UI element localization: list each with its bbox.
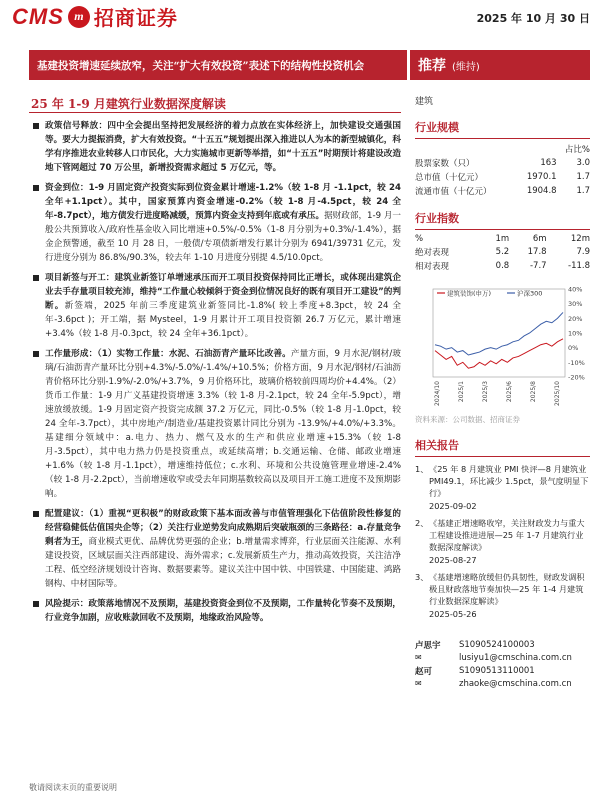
bullet-policy <box>29 119 401 175</box>
report-title: 基建投资增速延续放窄，关注“扩大有效投资”表述下的结构性投资机会 <box>29 50 407 80</box>
x-tick-label: 2024/10 <box>434 381 441 406</box>
y-tick-label: 0% <box>568 344 579 353</box>
analyst-row <box>415 651 590 664</box>
y-tick-label: -20% <box>568 373 585 382</box>
analyst-row <box>415 677 590 690</box>
rating-box <box>410 50 590 80</box>
cell: 6m <box>532 234 547 244</box>
cell: 股票家数（只） <box>415 159 475 169</box>
bullet-square-icon <box>33 185 39 191</box>
cell: 1904.8 <box>526 186 557 196</box>
cell: 相对表现 <box>415 262 450 272</box>
report-date: 2025-05-26 <box>429 609 477 619</box>
cell: 1970.1 <box>526 172 557 182</box>
analysts <box>415 638 590 690</box>
bullet-lead: 政策信号释放：四中全会提出坚持把发展经济的着力点放在实体经济上，加快建设交通强国等。要大力提振消费，扩大有效投资。“十五五”规划提出深入推进以人为本的新型城镇化，科学有序推进农业转移人口市民化，大力实施城市更新等举措，如“十五五”时期预计将建设改造地下管网超过 70 万公里，新增投资需求超过 5 万亿元，等。 <box>45 121 401 173</box>
bullet-funding <box>29 181 401 265</box>
chart-frame <box>433 289 565 377</box>
bullet-lead: 风险提示：政策落地情况不及预期，基建投资资金到位不及预期，工作量转化节奏不及预期，行业竞争加剧，应收账款回收不及预期，地缘政治风险等。 <box>45 599 401 623</box>
list-item[interactable] <box>415 463 590 512</box>
logo-badge-icon: m <box>68 6 90 28</box>
summary-body <box>29 112 401 772</box>
cell: 7.9 <box>576 247 590 257</box>
report-index: 3、 <box>415 572 429 582</box>
y-tick-label: 20% <box>568 314 583 323</box>
cell: -11.8 <box>568 261 590 271</box>
legend-label: 建筑装饰(申万) <box>447 289 492 298</box>
analyst-email[interactable]: lusiyu1@cmschina.com.cn <box>459 652 572 663</box>
analyst-id: S1090524100003 <box>459 639 535 650</box>
logo-cn: 招商证券 <box>93 6 178 30</box>
report-title-link[interactable]: 《25 年 8 月建筑业 PMI 快评—8 月建筑业 PMI49.1，环比减少 1.5pct，景气度明显下行》 <box>429 464 589 498</box>
cell: 1m <box>495 234 510 244</box>
analyst-email[interactable]: zhaoke@cmschina.com.cn <box>459 678 572 689</box>
bullet-rest: 产量方面，9 月水泥/钢材/玻璃/石油沥青产量环比分别+4.3%/-5.0%/-1.4%/+10.5%；价格方面，9 月水泥/钢材/石油沥青价格环比分别-1.9%/-2.0%/+3.7%，9 月价格环比，玻璃价格较前四周均价+4.4%。（2）货币工作量：1-9 月广义基建投资增速 3.3%（较 1-8 月-2.1pct，较 24 全年-5.9pct），增速放缓放缓。1-9 月固定资产投资完成额 37.2 万亿元，同比-0.5%（较 1-8 月-1.0pct，较 24 全年-3.7pct），其中房地产/制造业/基建投资累计同比分别为 -13.9%/+4.0%/+3.3%。基建细分领域中：a.电力、热力、燃气及水的生产和供应业增速+15.3%（较 1-8 月-3.5pct），其中电力热力仍是投资重点，或延续高增；b.交通运输、仓储、邮政业增速+1.6%（较 1-8 月-1.1pct），增速维持低位；c.水利、环境和公共设施管理业增速-2.4%（较 1-8 月-2.2pct），当前增速收窄或受去年同期基数较高以及项目开工施工进度不及预期影响。 <box>45 349 401 499</box>
cell: 流通市值（十亿元） <box>415 187 492 197</box>
table-header <box>415 233 590 245</box>
analyst-name: 卢思宇 <box>415 640 441 651</box>
table-row <box>415 259 590 273</box>
logo-text: CMS <box>12 3 64 29</box>
cell: 1.7 <box>576 186 590 196</box>
x-tick-label: 2025/3 <box>482 381 489 403</box>
scale-title: 行业规模 <box>415 119 590 139</box>
series-line-1 <box>435 312 563 355</box>
table-row <box>415 156 590 170</box>
mail-icon: ✉ <box>415 653 422 662</box>
table-row <box>415 245 590 259</box>
analyst-name: 赵可 <box>415 666 433 677</box>
bullet-rest: 据财政部，1-9 月一般公共预算收入/政府性基金收入同比增速+0.5%/-0.5%（1-8 月分别为+0.3%/-1.4%），据金企预警通，截至 10 月 28 日，一般债/专项债新增发行累计分别为 6941/39731 亿元，发行进度分别为 86.8%/90.3%，较去年 1-10 月进度分别提 4.5/10.0pct。 <box>45 211 402 263</box>
x-tick-label: 2025/8 <box>530 381 537 403</box>
series-line-0 <box>435 339 563 368</box>
y-tick-label: -10% <box>568 358 585 367</box>
sidebar <box>415 90 590 690</box>
report-date: 2025-08-27 <box>429 555 477 565</box>
bullet-projects <box>29 271 401 341</box>
y-tick-label: 10% <box>568 329 583 338</box>
legend-label: 沪深300 <box>517 289 543 298</box>
index-title: 行业指数 <box>415 210 590 230</box>
cell: 0.8 <box>495 261 510 271</box>
report-subtitle: 25 年 1-9 月建筑行业数据深度解读 <box>31 97 226 111</box>
cell: 1.7 <box>576 172 590 182</box>
x-tick-label: 2025/10 <box>554 381 561 406</box>
index-chart <box>415 277 590 412</box>
x-tick-label: 2025/1 <box>458 381 465 403</box>
chart-source: 资料来源：公司数据、招商证券 <box>415 415 520 424</box>
index-table <box>415 233 590 273</box>
report-title-link[interactable]: 《基建正增速略收窄，关注财政发力与重大工程建设推进进展—25 年 1-7 月建筑行业数据深度解读》 <box>429 518 585 552</box>
report-title-link[interactable]: 《基建增速略放缓但仍具韧性，财政发调积极且财政落地节奏加快—25 年 1-4 月建筑行业数据深度解读》 <box>429 572 585 606</box>
y-tick-label: 40% <box>568 285 583 294</box>
report-date: 2025 年 10 月 30 日 <box>476 12 590 25</box>
logo <box>12 2 178 31</box>
bullet-square-icon <box>33 601 39 607</box>
cell: 5.2 <box>495 247 510 257</box>
cell: 绝对表现 <box>415 248 450 258</box>
y-tick-label: 30% <box>568 300 583 309</box>
table-row <box>415 184 590 198</box>
analyst-id: S1090513110001 <box>459 665 535 676</box>
cell: % <box>415 234 424 244</box>
bullet-risk <box>29 597 401 625</box>
report-index: 1、 <box>415 464 429 474</box>
rating-note: (维持) <box>452 61 480 73</box>
bullet-square-icon <box>33 275 39 281</box>
bullet-lead: 资金到位：1-9 月固定资产投资实际到位资金累计增速-1.2%（较 1-8 月 -1.1pct，较 24 全年+1.1pct）。其中，国家预算内资金增速-0.2%（较 1-8 月-4.5pct，较 24 全年-8.7pct），地方债发行进度略减缓，预算内资金支持到年底或有承压。 <box>45 183 401 221</box>
bullet-square-icon <box>33 351 39 357</box>
mail-icon: ✉ <box>415 679 422 688</box>
list-item[interactable] <box>415 517 590 566</box>
cell: -7.7 <box>529 261 547 271</box>
cell: 17.8 <box>527 247 547 257</box>
bullet-lead: 配置建议：（1）重视“更积极”的财政政策下基本面改善与市值管理强化下估值阶段性修复的经营稳健低估值国央企等；（2）关注行业逆势发向成熟期后突破瓶颈的三条路径：a.存量竞争剩者为王， <box>45 509 401 547</box>
rating: 推荐 <box>418 58 446 74</box>
chart-svg <box>415 277 590 412</box>
x-tick-label: 2025/6 <box>506 381 513 403</box>
bullet-lead: 项目新签与开工：建筑业新签订单增速承压而开工项目投资保持同比正增长，或体现出建筑企业去手存量项目较充沛，维持“工作量心较倾斜于资金到位情况良好的既有项目开工建设”的判断。 <box>45 273 401 311</box>
cell: 总市值（十亿元） <box>415 173 484 183</box>
bullet-allocation <box>29 507 401 591</box>
related-reports <box>415 463 590 620</box>
table-row <box>415 170 590 184</box>
bullet-rest: 商业模式更优、品牌优势更强的企业；b.增量需求博弈，行业层面关注能源、水利建设投资，区域层面关注西部建设、海外需求；c.发展新质生产力，推动高效投资，关注洁净工程、低空经济规划设计咨询、数据要素等。建议关注中国中铁、中国铁建、中国能建、鸿路钢构、中材国际等。 <box>45 537 401 589</box>
report-index: 2、 <box>415 518 429 528</box>
bullet-square-icon <box>33 123 39 129</box>
bullet-rest: 新签端，2025 年前三季度建筑业新签同比-1.8%( 较上季度+8.3pct，较 24 全年-3.6pct )；开工端，据 Mysteel，1-9 月累计开工项目投资额 26.7 万亿元，累计增速+3.4%（较 1-8 月-0.3pct，较 24 全年+36.1pct）。 <box>45 301 401 339</box>
sector-name: 建筑 <box>415 97 434 107</box>
bullet-square-icon <box>33 511 39 517</box>
reports-title: 相关报告 <box>415 437 590 457</box>
report-date: 2025-09-02 <box>429 501 477 511</box>
analyst-row <box>415 664 590 677</box>
footer-note: 敬请阅读末页的重要说明 <box>29 783 117 792</box>
analyst-row <box>415 638 590 651</box>
cell: 12m <box>570 234 590 244</box>
bullet-lead: 工作量形成：（1）实物工作量：水泥、石油沥青产量环比改善。 <box>45 349 291 359</box>
bullet-workload <box>29 347 401 501</box>
cell: 163 <box>540 158 557 168</box>
scale-pct-header: 占比% <box>564 145 590 155</box>
cell: 3.0 <box>576 158 590 168</box>
scale-table <box>415 142 590 198</box>
list-item[interactable] <box>415 571 590 620</box>
